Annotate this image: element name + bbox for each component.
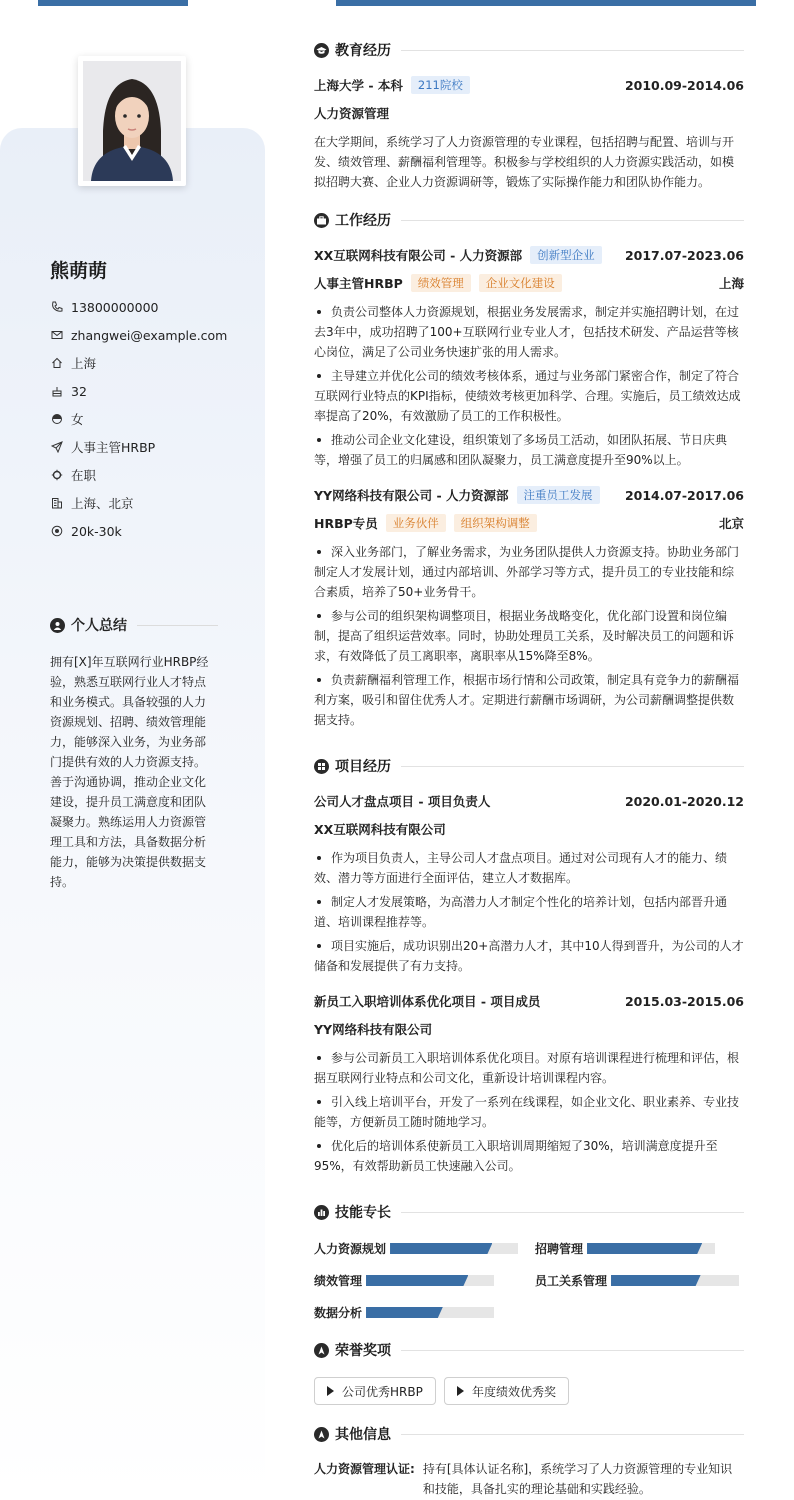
info-gender <box>50 405 250 433</box>
skill-bar <box>611 1275 739 1286</box>
skill-item <box>314 1240 518 1257</box>
skill-name: 员工关系管理 <box>535 1274 608 1288</box>
summary-text: 拥有[X]年互联网行业HRBP经验，熟悉互联网行业人才特点和业务模式。具备较强的人力资源规划、招聘、绩效管理能力，能够深入业务，为业务部门提供有效的人力资源支持。善于沟通协调，推动企业文化建设，提升员工满意度和团队凝聚力。熟练运用人力资源管理工具和方法，具备数据分析能力，能够为决策提供数据支持。 <box>50 655 209 889</box>
list-item: 作为项目负责人，主导公司人才盘点项目。通过对公司现有人才的能力、绩效、潜力等方面进行全面评估，建立人才数据库。 <box>314 848 744 888</box>
list-item: 推动公司企业文化建设，组织策划了多场员工活动，如团队拓展、节日庆典等，增强了员工的归属感和团队凝聚力，员工满意度提升至90%以上。 <box>314 430 744 470</box>
job-period: 2017.07-2023.06 <box>624 247 744 263</box>
project-name: 新员工入职培训体系优化项目 - 项目成员 <box>314 994 541 1009</box>
job-period: 2014.07-2017.06 <box>624 487 744 503</box>
info-status <box>50 461 250 489</box>
project-company-row <box>314 820 744 838</box>
section-title: 技能专长 <box>335 1205 391 1221</box>
skill-bar-fill <box>587 1243 702 1254</box>
info-position <box>50 433 250 461</box>
other-value: 持有[具体认证名称]，系统学习了人力资源管理的专业知识和技能，具备扎实的理论基础和实践经验。 <box>422 1462 733 1496</box>
list-item: 参与公司的组织架构调整项目，根据业务战略变化，优化部门设置和岗位编制，提高了组织运营效率。同时，协助处理员工关系，及时解决员工的问题和诉求，有效降低了员工离职率，离职率从15%降至8%。 <box>314 606 744 666</box>
bar-chart-icon <box>314 1205 329 1220</box>
list-item: 负责薪酬福利管理工作，根据市场行情和公司政策，制定具有竞争力的薪酬福利方案，吸引和留住优秀人才。定期进行薪酬市场调研，为公司薪酬调整提供数据支持。 <box>314 670 744 730</box>
list-item: 制定人才发展策略，为高潜力人才制定个性化的培养计划，包括内部晋升通道、培训课程推荐等。 <box>314 892 744 932</box>
education-row <box>314 76 744 94</box>
job-city: 上海 <box>718 276 744 291</box>
school-tag: 211院校 <box>411 76 470 94</box>
info-text: 人事主管HRBP <box>71 440 156 455</box>
skill-bar <box>366 1307 494 1318</box>
project-company: XX互联网科技有限公司 <box>314 822 446 837</box>
education-heading <box>314 40 744 60</box>
avatar-frame <box>78 56 186 186</box>
award-label: 年度绩效优秀奖 <box>472 1384 557 1399</box>
award-icon <box>314 1427 329 1442</box>
job-role-row <box>314 274 744 292</box>
info-text: 20k-30k <box>71 523 122 539</box>
divider <box>137 625 218 626</box>
divider <box>401 50 744 51</box>
briefcase-icon <box>314 213 329 228</box>
project-points <box>314 1048 744 1180</box>
job-role: HRBP专员 <box>314 516 378 531</box>
project-points <box>314 848 744 980</box>
education-description: 在大学期间，系统学习了人力资源管理的专业课程，包括招聘与配置、培训与开发、绩效管理、薪酬福利管理等。积极参与学校组织的人力资源实践活动，如模拟招聘大赛、企业人力资源调研等，锻炼了实际操作能力和团队协作能力。 <box>314 135 735 189</box>
company-tag: 创新型企业 <box>530 246 602 264</box>
list-item: 优化后的培训体系使新员工入职培训周期缩短了30%，培训满意度提升至95%，有效帮助新员工快速融入公司。 <box>314 1136 744 1176</box>
job-header-row <box>314 246 744 264</box>
building-icon <box>50 496 64 510</box>
send-icon <box>50 440 64 454</box>
info-text: 上海 <box>71 356 97 371</box>
project-name: 公司人才盘点项目 - 项目负责人 <box>314 794 491 809</box>
project-header-row <box>314 792 744 810</box>
skill-item <box>314 1304 494 1321</box>
play-icon <box>327 1386 334 1396</box>
job-points <box>314 542 744 734</box>
job-tag: 组织架构调整 <box>454 514 537 532</box>
major: 人力资源管理 <box>314 106 390 121</box>
job-role: 人事主管HRBP <box>314 276 403 291</box>
company-name: YY网络科技有限公司 - 人力资源部 <box>314 488 509 503</box>
job-points <box>314 302 744 474</box>
divider <box>401 1434 744 1435</box>
list-item: 参与公司新员工入职培训体系优化项目。对原有培训课程进行梳理和评估，根据互联网行业特点和公司文化，重新设计培训课程内容。 <box>314 1048 744 1088</box>
skill-item <box>314 1272 494 1289</box>
section-title: 项目经历 <box>335 759 391 775</box>
info-phone <box>50 293 250 321</box>
info-text: 上海、北京 <box>71 496 134 511</box>
list-item: 项目实施后，成功识别出20+高潜力人才，其中10人得到晋升，为公司的人才储备和发展提供了有力支持。 <box>314 936 744 976</box>
section-title: 荣誉奖项 <box>335 1343 391 1359</box>
divider <box>401 1350 744 1351</box>
skill-name: 人力资源规划 <box>314 1242 387 1256</box>
info-city <box>50 489 250 517</box>
section-title: 其他信息 <box>335 1427 391 1443</box>
project-period: 2020.01-2020.12 <box>624 793 744 809</box>
other-info-row <box>314 1459 744 1499</box>
skill-bar <box>390 1243 518 1254</box>
divider <box>401 766 744 767</box>
divider <box>401 1212 744 1213</box>
skill-bar <box>587 1243 715 1254</box>
projects-heading <box>314 756 744 776</box>
info-text: 在职 <box>71 468 97 483</box>
status-icon <box>50 468 64 482</box>
project-company-row <box>314 1020 744 1038</box>
contact-info-list <box>50 293 250 545</box>
award-chip <box>444 1377 569 1405</box>
user-icon <box>50 618 65 633</box>
award-chip <box>314 1377 436 1405</box>
list-item: 深入业务部门，了解业务需求，为业务团队提供人力资源支持。协助业务部门制定人才发展计划，通过内部培训、外部学习等方式，提升员工的专业技能和综合素质，培养了50+业务骨干。 <box>314 542 744 602</box>
skill-item <box>535 1272 739 1289</box>
info-text: 32 <box>71 383 87 399</box>
skill-name: 绩效管理 <box>314 1274 363 1288</box>
graduation-cap-icon <box>314 43 329 58</box>
job-role-row <box>314 514 744 532</box>
info-email <box>50 321 250 349</box>
job-tag: 业务伙伴 <box>386 514 446 532</box>
job-header-row <box>314 486 744 504</box>
list-item: 负责公司整体人力资源规划，根据业务发展需求，制定并实施招聘计划，在过去3年中，成功招聘了100+互联网行业专业人才，包括技术研发、产品运营等核心岗位，满足了公司业务快速扩张的用人需求。 <box>314 302 744 362</box>
education-major-row <box>314 104 744 122</box>
award-label: 公司优秀HRBP <box>342 1384 423 1399</box>
home-icon <box>50 356 64 370</box>
job-tag: 企业文化建设 <box>479 274 562 292</box>
skill-bar <box>366 1275 494 1286</box>
info-text: 女 <box>71 412 84 427</box>
list-item: 主导建立并优化公司的绩效考核体系，通过与业务部门紧密合作，制定了符合互联网行业特点的KPI指标，使绩效考核更加科学、合理。实施后，员工绩效达成率提高了20%，有效激励了员工的工作积极性。 <box>314 366 744 426</box>
info-salary <box>50 517 250 545</box>
summary-title: 个人总结 <box>71 618 127 634</box>
salary-icon <box>50 524 64 538</box>
other-heading <box>314 1424 744 1444</box>
top-accent-bar-right <box>336 0 756 6</box>
gender-icon <box>50 412 64 426</box>
skill-bar-fill <box>366 1275 468 1286</box>
info-text: 13800000000 <box>71 299 159 315</box>
profile-name: 熊萌萌 <box>50 260 108 282</box>
award-icon <box>314 1343 329 1358</box>
education-period: 2010.09-2014.06 <box>624 77 744 93</box>
skill-bar-fill <box>390 1243 492 1254</box>
section-title: 教育经历 <box>335 43 391 59</box>
project-header-row <box>314 992 744 1010</box>
list-item: 引入线上培训平台，开发了一系列在线课程，如企业文化、职业素养、专业技能等，方便新员工随时随地学习。 <box>314 1092 744 1132</box>
company-tag: 注重员工发展 <box>517 486 600 504</box>
skills-heading <box>314 1202 744 1222</box>
info-age <box>50 377 250 405</box>
skill-name: 招聘管理 <box>535 1242 584 1256</box>
awards-heading <box>314 1340 744 1360</box>
play-icon <box>457 1386 464 1396</box>
info-location <box>50 349 250 377</box>
skill-bar-fill <box>611 1275 701 1286</box>
skill-bar-fill <box>366 1307 443 1318</box>
work-heading <box>314 210 744 230</box>
skill-name: 数据分析 <box>314 1306 363 1320</box>
skill-item <box>535 1240 715 1257</box>
project-company: YY网络科技有限公司 <box>314 1022 433 1037</box>
grid-icon <box>314 759 329 774</box>
age-icon <box>50 384 64 398</box>
project-period: 2015.03-2015.06 <box>624 993 744 1009</box>
info-text: zhangwei@example.com <box>71 327 228 343</box>
mail-icon <box>50 328 64 342</box>
job-city: 北京 <box>718 516 744 531</box>
section-title: 工作经历 <box>335 213 391 229</box>
avatar <box>83 61 181 181</box>
other-key: 人力资源管理认证: <box>314 1462 415 1476</box>
school-name: 上海大学 - 本科 <box>314 78 403 93</box>
top-accent-bar-left <box>38 0 188 6</box>
company-name: XX互联网科技有限公司 - 人力资源部 <box>314 248 523 263</box>
summary-heading <box>50 615 218 635</box>
phone-icon <box>50 300 64 314</box>
job-tag: 绩效管理 <box>411 274 471 292</box>
divider <box>401 220 744 221</box>
